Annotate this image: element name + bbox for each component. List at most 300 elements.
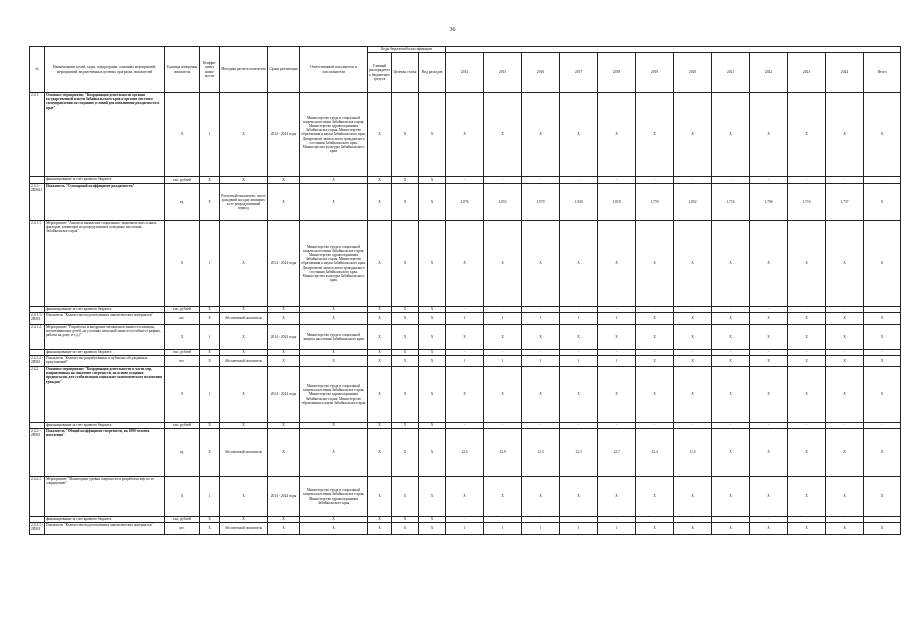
row-year-value-cell: 1,852: [674, 184, 712, 221]
row-code-cell: X: [419, 221, 446, 307]
row-coef-cell: X: [200, 177, 220, 184]
row-year-value-cell: 11,5: [674, 429, 712, 477]
row-year-value-cell: -: [674, 350, 712, 356]
row-year-value-cell: X: [788, 356, 826, 367]
row-year-value-cell: -: [598, 423, 636, 429]
row-year-value-cell: -: [636, 517, 674, 523]
header-year: 2015: [484, 53, 522, 93]
header-year: 2022: [750, 53, 788, 93]
row-year-value-cell: -: [826, 307, 864, 313]
row-period-cell: X: [268, 184, 300, 221]
row-year-value-cell: X: [674, 221, 712, 307]
row-executors-cell: X: [300, 423, 368, 429]
header-period: Сроки реализации: [268, 47, 300, 93]
row-number-cell: 2.4.1.- 2ПМ41: [30, 184, 45, 221]
row-year-value-cell: X: [484, 221, 522, 307]
row-year-value-cell: -: [446, 177, 484, 184]
row-year-value-cell: X: [826, 477, 864, 517]
row-coef-cell: X: [200, 523, 220, 535]
row-year-value-cell: 1,706: [750, 184, 788, 221]
row-name-cell: Показатель "Количество подготовленных аналитических материалов": [45, 523, 165, 535]
row-year-value-cell: X: [598, 367, 636, 423]
row-year-value-cell: 1: [446, 356, 484, 367]
row-year-value-cell: X: [598, 221, 636, 307]
row-year-value-cell: X: [636, 523, 674, 535]
row-code-cell: X: [419, 350, 446, 356]
header-year: 2017: [560, 53, 598, 93]
row-year-value-cell: -: [598, 307, 636, 313]
row-year-value-cell: 1: [598, 313, 636, 325]
row-code-cell: X: [368, 429, 392, 477]
row-year-value-cell: X: [712, 477, 750, 517]
row-number-cell: 2.4.1.: [30, 93, 45, 177]
row-number-cell: 2.4.2.1.- 2ПМ1: [30, 523, 45, 535]
row-number-cell: 2.4.1.2.: [30, 325, 45, 350]
row-year-value-cell: X: [750, 93, 788, 177]
row-name-cell: Показатель "Суммарный коэффициент рождаемости": [45, 184, 165, 221]
row-period-cell: 2014 - 2024 годы: [268, 325, 300, 350]
row-year-value-cell: X: [712, 93, 750, 177]
row-year-value-cell: -: [712, 350, 750, 356]
row-code-cell: X: [419, 517, 446, 523]
row-code-cell: X: [392, 177, 419, 184]
row-name-cell: Показатель "Общий коэффициент смертности, на 1000 человек населения": [45, 429, 165, 477]
row-year-value-cell: -: [750, 517, 788, 523]
row-year-value-cell: 1: [560, 523, 598, 535]
header-grbs: Главный распорядитель бюджетных средств: [368, 53, 392, 93]
row-name-cell: финансирование за счет краевого бюджета: [45, 307, 165, 313]
row-unit-cell: X: [165, 325, 200, 350]
row-year-value-cell: 1,716: [712, 184, 750, 221]
table-row: [30, 184, 901, 221]
row-year-value-cell: X: [788, 523, 826, 535]
row-coef-cell: 1: [200, 221, 220, 307]
row-year-value-cell: X: [598, 93, 636, 177]
row-total-cell: -: [864, 307, 901, 313]
row-year-value-cell: 1: [484, 523, 522, 535]
row-year-value-cell: X: [522, 325, 560, 350]
header-budget-codes: Коды бюджетной классификации: [368, 47, 446, 53]
row-year-value-cell: X: [750, 325, 788, 350]
row-year-value-cell: X: [750, 523, 788, 535]
row-year-value-cell: X: [446, 477, 484, 517]
row-code-cell: X: [419, 429, 446, 477]
header-no: №: [30, 47, 45, 93]
row-year-value-cell: X: [826, 523, 864, 535]
row-year-value-cell: X: [712, 325, 750, 350]
row-name-cell: Мероприятие "Мониторинг уровня смертности и разработка мер по ее сокращению": [45, 477, 165, 517]
row-year-value-cell: 1: [522, 356, 560, 367]
row-unit-cell: тыс. рублей: [165, 350, 200, 356]
row-year-value-cell: X: [522, 477, 560, 517]
row-total-cell: X: [864, 325, 901, 350]
header-year: 2016: [522, 53, 560, 93]
row-total-cell: X: [864, 523, 901, 535]
row-period-cell: X: [268, 423, 300, 429]
header-year: 2018: [598, 53, 636, 93]
row-year-value-cell: X: [712, 221, 750, 307]
row-method-cell: Абсолютный показатель: [220, 356, 268, 367]
row-executors-cell: Министерство труда и социальной защиты населения Забайкальского края, Министерство здравоохранения Забайкальского края, Министерство образования и науки Забайкальского края: [300, 367, 368, 423]
row-period-cell: X: [268, 429, 300, 477]
row-year-value-cell: -: [788, 307, 826, 313]
row-year-value-cell: -: [712, 177, 750, 184]
row-year-value-cell: X: [826, 325, 864, 350]
table-row: [30, 429, 901, 477]
row-year-value-cell: 1: [522, 523, 560, 535]
row-coef-cell: 1: [200, 477, 220, 517]
row-executors-cell: Министерство труда и социальной защиты населения Забайкальского края, Министерство здравоохранения Забайкальского края, Министерство образования и науки Забайкальского края, Департамент записи актов гражданского состояния Забайкальского края, Министерство культуры Забайкальского края: [300, 221, 368, 307]
row-code-cell: X: [419, 423, 446, 429]
row-year-value-cell: -: [636, 307, 674, 313]
row-total-cell: X: [864, 429, 901, 477]
row-year-value-cell: 1: [484, 313, 522, 325]
row-year-value-cell: X: [484, 325, 522, 350]
row-year-value-cell: X: [484, 93, 522, 177]
row-year-value-cell: -: [522, 177, 560, 184]
row-name-cell: финансирование за счет краевого бюджета: [45, 423, 165, 429]
row-year-value-cell: -: [446, 423, 484, 429]
row-year-value-cell: -: [560, 423, 598, 429]
row-executors-cell: X: [300, 429, 368, 477]
row-year-value-cell: -: [750, 350, 788, 356]
row-code-cell: X: [392, 429, 419, 477]
row-period-cell: X: [268, 356, 300, 367]
row-executors-cell: X: [300, 356, 368, 367]
row-year-value-cell: X: [484, 367, 522, 423]
row-year-value-cell: -: [446, 307, 484, 313]
row-year-value-cell: X: [522, 93, 560, 177]
row-year-value-cell: -: [484, 517, 522, 523]
row-unit-cell: шт.: [165, 523, 200, 535]
row-year-value-cell: X: [788, 477, 826, 517]
row-method-cell: X: [220, 177, 268, 184]
row-period-cell: X: [268, 523, 300, 535]
row-coef-cell: X: [200, 423, 220, 429]
row-total-cell: X: [864, 184, 901, 221]
row-year-value-cell: X: [712, 313, 750, 325]
row-year-value-cell: X: [598, 325, 636, 350]
row-year-value-cell: 1,716: [788, 184, 826, 221]
row-code-cell: X: [419, 307, 446, 313]
row-code-cell: X: [368, 184, 392, 221]
row-coef-cell: X: [200, 429, 220, 477]
row-year-value-cell: X: [750, 221, 788, 307]
row-year-value-cell: -: [636, 177, 674, 184]
row-name-cell: Основное мероприятие "Координация деятельности органов государственной власти Забайкальского края и органов местного самоуправления по созданию условий для повышения рождаемости в крае": [45, 93, 165, 177]
row-code-cell: X: [419, 184, 446, 221]
row-year-value-cell: X: [560, 325, 598, 350]
row-year-value-cell: 1: [446, 523, 484, 535]
row-name-cell: Показатель "Количество подготовленных аналитических материалов": [45, 313, 165, 325]
row-year-value-cell: 1,930: [560, 184, 598, 221]
row-unit-cell: ед.: [165, 429, 200, 477]
row-name-cell: финансирование за счет краевого бюджета: [45, 517, 165, 523]
row-year-value-cell: X: [826, 429, 864, 477]
row-year-value-cell: -: [484, 423, 522, 429]
row-year-value-cell: -: [788, 350, 826, 356]
row-year-value-cell: X: [636, 477, 674, 517]
row-year-value-cell: -: [826, 517, 864, 523]
row-year-value-cell: X: [674, 325, 712, 350]
row-period-cell: X: [268, 313, 300, 325]
row-method-cell: Абсолютный показатель: [220, 523, 268, 535]
row-code-cell: X: [419, 325, 446, 350]
row-year-value-cell: 1: [446, 313, 484, 325]
row-number-cell: 2.4.2.: [30, 367, 45, 423]
row-method-cell: X: [220, 221, 268, 307]
row-year-value-cell: X: [788, 429, 826, 477]
row-executors-cell: Министерство труда и социальной защиты населения Забайкальского края: [300, 325, 368, 350]
header-year: 2014: [446, 53, 484, 93]
row-coef-cell: X: [200, 184, 220, 221]
row-year-value-cell: -: [522, 307, 560, 313]
row-year-value-cell: -: [560, 350, 598, 356]
row-year-value-cell: 1,737: [826, 184, 864, 221]
row-year-value-cell: X: [446, 325, 484, 350]
row-year-value-cell: X: [674, 477, 712, 517]
program-table: [29, 46, 901, 535]
row-year-value-cell: 1: [598, 356, 636, 367]
row-period-cell: 2014 - 2024 годы: [268, 477, 300, 517]
row-year-value-cell: 1,818: [598, 184, 636, 221]
row-code-cell: X: [392, 350, 419, 356]
row-code-cell: X: [419, 356, 446, 367]
row-year-value-cell: -: [750, 307, 788, 313]
row-year-value-cell: 1: [598, 523, 636, 535]
row-executors-cell: X: [300, 177, 368, 184]
row-year-value-cell: 1,970: [522, 184, 560, 221]
row-year-value-cell: -: [446, 350, 484, 356]
row-year-value-cell: -: [522, 517, 560, 523]
row-year-value-cell: X: [826, 313, 864, 325]
row-year-value-cell: X: [522, 367, 560, 423]
row-name-cell: Показатель "Количество разработанных и публично обсужденных предложений": [45, 356, 165, 367]
row-code-cell: X: [368, 350, 392, 356]
row-year-value-cell: 12,5: [446, 429, 484, 477]
row-year-value-cell: 1,759: [636, 184, 674, 221]
row-coef-cell: 1: [200, 93, 220, 177]
row-year-value-cell: 12,3: [522, 429, 560, 477]
row-unit-cell: тыс. рублей: [165, 307, 200, 313]
row-total-cell: X: [864, 313, 901, 325]
row-unit-cell: X: [165, 477, 200, 517]
row-code-cell: X: [368, 517, 392, 523]
row-number-cell: 2.4.2.1.: [30, 477, 45, 517]
row-year-value-cell: 1: [560, 356, 598, 367]
page-number: 36: [449, 27, 456, 33]
row-year-value-cell: 2,053: [484, 184, 522, 221]
row-unit-cell: X: [165, 93, 200, 177]
row-total-cell: X: [864, 367, 901, 423]
row-year-value-cell: -: [750, 423, 788, 429]
row-code-cell: X: [392, 423, 419, 429]
row-period-cell: X: [268, 307, 300, 313]
row-year-value-cell: -: [598, 350, 636, 356]
row-year-value-cell: X: [788, 367, 826, 423]
header-year: 2021: [712, 53, 750, 93]
row-year-value-cell: 2,076: [446, 184, 484, 221]
row-year-value-cell: -: [826, 177, 864, 184]
row-coef-cell: X: [200, 350, 220, 356]
row-code-cell: X: [368, 313, 392, 325]
header-expense: Вид расходов: [419, 53, 446, 93]
row-code-cell: X: [368, 307, 392, 313]
row-total-cell: -: [864, 423, 901, 429]
row-total-cell: -: [864, 177, 901, 184]
header-year: 2024: [826, 53, 864, 93]
row-executors-cell: X: [300, 350, 368, 356]
table-row: [30, 93, 901, 177]
row-year-value-cell: X: [826, 93, 864, 177]
row-total-cell: X: [864, 221, 901, 307]
row-year-value-cell: -: [674, 177, 712, 184]
row-year-value-cell: -: [522, 423, 560, 429]
row-year-value-cell: X: [636, 93, 674, 177]
row-year-value-cell: -: [674, 517, 712, 523]
row-code-cell: X: [419, 477, 446, 517]
row-year-value-cell: X: [560, 477, 598, 517]
row-unit-cell: шт.: [165, 356, 200, 367]
row-coef-cell: X: [200, 307, 220, 313]
row-executors-cell: Министерство труда и социальной защиты населения Забайкальского края, Министерство здравоохранения Забайкальского края: [300, 477, 368, 517]
row-code-cell: X: [392, 325, 419, 350]
row-period-cell: X: [268, 517, 300, 523]
row-year-value-cell: X: [750, 367, 788, 423]
row-year-value-cell: X: [446, 221, 484, 307]
row-method-cell: X: [220, 517, 268, 523]
row-code-cell: X: [419, 313, 446, 325]
row-period-cell: 2014 - 2024 годы: [268, 221, 300, 307]
row-year-value-cell: 12,4: [636, 429, 674, 477]
row-total-cell: -: [864, 517, 901, 523]
row-year-value-cell: -: [560, 177, 598, 184]
row-method-cell: Абсолютный показатель: [220, 313, 268, 325]
row-code-cell: X: [392, 477, 419, 517]
row-coef-cell: 1: [200, 367, 220, 423]
row-year-value-cell: -: [826, 423, 864, 429]
row-name-cell: Мероприятие "Разработка и внедрение механизмов занятости женщин, воспитывающих детей, на условиях неполной занятости (гибкого графика, работы на дому и т.д.)": [45, 325, 165, 350]
table-row: [30, 367, 901, 423]
row-coef-cell: X: [200, 356, 220, 367]
row-method-cell: X: [220, 423, 268, 429]
row-total-cell: X: [864, 477, 901, 517]
row-year-value-cell: X: [560, 367, 598, 423]
row-unit-cell: тыс. рублей: [165, 423, 200, 429]
row-unit-cell: тыс. рублей: [165, 177, 200, 184]
row-period-cell: X: [268, 350, 300, 356]
header-year: 2020: [674, 53, 712, 93]
row-year-value-cell: -: [674, 423, 712, 429]
row-year-value-cell: X: [560, 221, 598, 307]
row-code-cell: X: [368, 423, 392, 429]
row-code-cell: X: [368, 367, 392, 423]
row-code-cell: X: [392, 184, 419, 221]
row-year-value-cell: -: [484, 307, 522, 313]
table-row: [30, 477, 901, 517]
row-unit-cell: тыс. рублей: [165, 517, 200, 523]
row-year-value-cell: X: [446, 93, 484, 177]
header-unit: Единица измерения показателя: [165, 47, 200, 93]
row-year-value-cell: X: [674, 523, 712, 535]
row-year-value-cell: -: [598, 517, 636, 523]
row-year-value-cell: X: [598, 477, 636, 517]
row-total-cell: X: [864, 93, 901, 177]
row-executors-cell: X: [300, 517, 368, 523]
row-name-cell: финансирование за счет краевого бюджета: [45, 177, 165, 184]
header-coef: Коэффи-циент значи-мости: [200, 47, 220, 93]
row-year-value-cell: -: [636, 423, 674, 429]
row-unit-cell: X: [165, 367, 200, 423]
row-code-cell: X: [368, 523, 392, 535]
row-year-value-cell: X: [826, 367, 864, 423]
row-number-cell: 2.4.1.1.- 2ПМ1: [30, 313, 45, 325]
header-target: Целевая статья: [392, 53, 419, 93]
row-year-value-cell: -: [560, 307, 598, 313]
row-year-value-cell: -: [636, 350, 674, 356]
header-year: 2019: [636, 53, 674, 93]
header-executors: Ответственный исполнитель и соисполнители: [300, 47, 368, 93]
row-year-value-cell: -: [750, 177, 788, 184]
row-number-cell: 2.4.1.1.: [30, 221, 45, 307]
row-year-value-cell: X: [636, 221, 674, 307]
row-code-cell: X: [392, 356, 419, 367]
table-row: [30, 177, 901, 184]
row-year-value-cell: -: [598, 177, 636, 184]
row-year-value-cell: 12,3: [560, 429, 598, 477]
row-year-value-cell: X: [712, 356, 750, 367]
row-method-cell: X: [220, 367, 268, 423]
row-year-value-cell: X: [750, 356, 788, 367]
row-name-cell: Основное мероприятие "Координация деятельности в части мер, направленных на снижение смертности, на основе создания предпосылок для стабилизации социально-экономического положения граждан": [45, 367, 165, 423]
row-year-value-cell: X: [674, 93, 712, 177]
table-row: [30, 356, 901, 367]
row-year-value-cell: X: [750, 313, 788, 325]
row-unit-cell: шт.: [165, 313, 200, 325]
row-executors-cell: X: [300, 184, 368, 221]
row-name-cell: финансирование за счет краевого бюджета: [45, 350, 165, 356]
row-total-cell: -: [864, 350, 901, 356]
row-year-value-cell: -: [446, 517, 484, 523]
row-year-value-cell: -: [522, 350, 560, 356]
table-row: [30, 313, 901, 325]
row-method-cell: X: [220, 350, 268, 356]
row-code-cell: X: [392, 221, 419, 307]
header-method: Методика расчета показателя: [220, 47, 268, 93]
header-total: Итого: [864, 53, 901, 93]
row-executors-cell: X: [300, 313, 368, 325]
row-method-cell: X: [220, 307, 268, 313]
row-year-value-cell: -: [712, 517, 750, 523]
row-year-value-cell: 12,9: [484, 429, 522, 477]
row-method-cell: Расчетный показатель: число рождений на одну женщину за ее репродуктивный период: [220, 184, 268, 221]
row-number-cell: 2.4.2.- 2ПМ1: [30, 429, 45, 477]
row-code-cell: X: [368, 356, 392, 367]
row-year-value-cell: X: [750, 477, 788, 517]
row-year-value-cell: X: [446, 367, 484, 423]
row-year-value-cell: -: [484, 350, 522, 356]
row-unit-cell: X: [165, 221, 200, 307]
row-year-value-cell: X: [788, 313, 826, 325]
row-period-cell: 2014 - 2024 годы: [268, 93, 300, 177]
row-year-value-cell: X: [636, 356, 674, 367]
row-code-cell: X: [392, 313, 419, 325]
row-year-value-cell: 1: [484, 356, 522, 367]
row-code-cell: X: [419, 177, 446, 184]
table-row: [30, 325, 901, 350]
row-executors-cell: Министерство труда и социальной защиты населения Забайкальского края, Министерство здравоохранения Забайкальского края, Министерство образования и науки Забайкальского края, Департамент записи актов гражданского состояния Забайкальского края, Министерство культуры Забайкальского края: [300, 93, 368, 177]
table-row: [30, 523, 901, 535]
